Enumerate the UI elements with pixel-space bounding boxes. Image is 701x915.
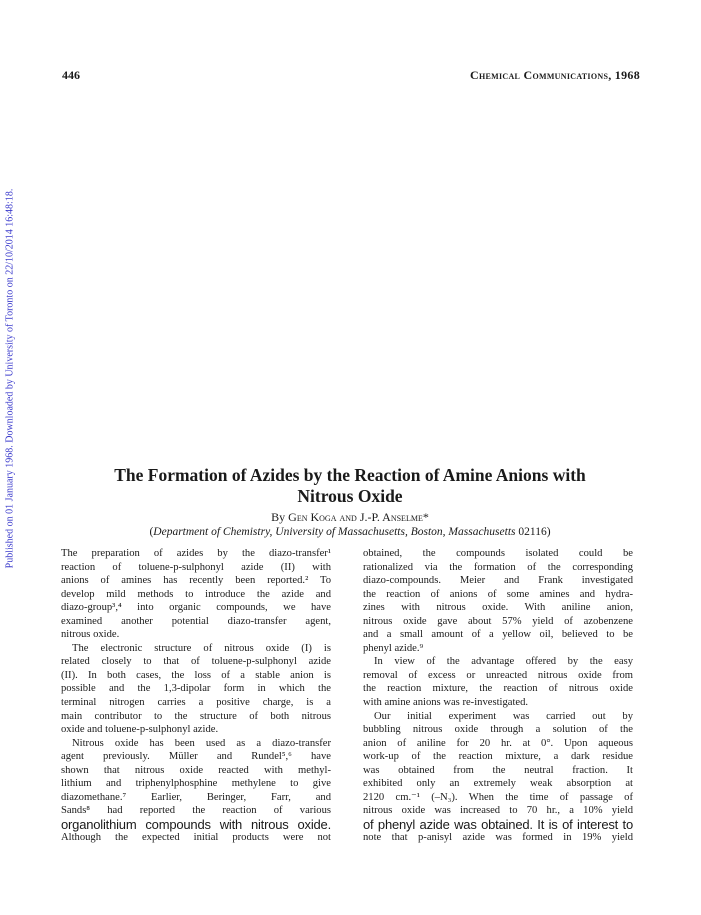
- page-number: 446: [62, 68, 80, 82]
- text-line: Our initial experiment was carried out by: [374, 710, 633, 722]
- affiliation-department: Department of Chemistry, University of Massachusetts, Boston, Massachusetts: [153, 526, 516, 538]
- text-line: anions of amines has recently been reported.² To: [61, 575, 331, 587]
- right-column: [363, 547, 633, 845]
- affiliation-open: (: [149, 526, 154, 538]
- text-line: The electronic structure of nitrous oxide (I) is: [72, 642, 331, 654]
- author-names: Gen Koga and J.-P. Anselme*: [288, 510, 429, 524]
- title-line-1: The Formation of Azides by the Reaction of Amine Anions with: [114, 465, 586, 485]
- journal-name: Chemical Communications, 1968: [470, 68, 640, 82]
- text-line: terminal nitrogen carries a positive charge, is a: [61, 697, 331, 709]
- text-line: diazo-group³,⁴ into organic compounds, we have: [61, 602, 331, 614]
- text-line: Nitrous oxide has been used as a diazo-transfer: [72, 737, 331, 749]
- text-line: 2120 cm.⁻¹ (–N₃). When the time of passage of: [363, 791, 633, 803]
- text-line: phenyl azide.⁹: [363, 642, 424, 654]
- affiliation-close: 02116): [515, 526, 551, 538]
- text-line: organolithium compounds with nitrous oxide.: [61, 816, 331, 832]
- text-line: and a small amount of a yellow oil, believed to be: [363, 629, 633, 641]
- text-line: anion of aniline for 20 hr. at 0°. Upon aqueous: [363, 737, 633, 749]
- running-head: [62, 68, 640, 84]
- left-column: [61, 547, 331, 845]
- download-watermark: [2, 160, 16, 600]
- byline: [60, 510, 640, 525]
- text-line: oxide and toluene-p-sulphonyl azide.: [61, 724, 219, 736]
- text-line: lithium and triphenylphosphine methylene to give: [61, 778, 331, 790]
- affiliation: [60, 526, 640, 538]
- text-line: (II). In both cases, the loss of a stable anion is: [61, 669, 331, 681]
- text-line: nitrous oxide.: [61, 629, 120, 641]
- text-line: of phenyl azide was obtained. It is of interest to: [363, 816, 633, 832]
- text-line: Although the expected initial products were not: [61, 832, 331, 844]
- text-line: note that p-anisyl azide was formed in 19% yield: [363, 832, 633, 844]
- article-title: [60, 465, 640, 507]
- text-line: related closely to that of toluene-p-sulphonyl azide: [61, 656, 331, 668]
- text-line: nitrous oxide was increased to 70 hr., a 10% yield: [363, 805, 633, 817]
- text-line: the reaction mixture, the reaction of nitrous oxide: [363, 683, 633, 695]
- download-note: Published on 01 January 1968. Downloaded by University of Toronto on 22/10/2014 16:48:18.: [4, 188, 16, 569]
- text-line: removal of excess or unreacted nitrous oxide from: [363, 669, 633, 681]
- text-line: was obtained from the neutral fraction. It: [363, 764, 633, 776]
- text-line: diazomethane.⁷ Earlier, Beringer, Farr, and: [61, 791, 331, 803]
- text-line: main contributor to the structure of both nitrous: [61, 710, 331, 722]
- text-line: Sands⁸ had reported the reaction of various: [61, 805, 331, 817]
- text-line: possible and the 1,3-dipolar form in which the: [61, 683, 331, 695]
- text-line: the reaction of anions of some amines and hydra-: [363, 588, 633, 600]
- text-line: In view of the advantage offered by the easy: [374, 656, 633, 668]
- text-line: diazo-compounds. Meier and Frank investigated: [363, 575, 633, 587]
- text-line: shown that nitrous oxide reacted with methyl-: [61, 764, 331, 776]
- text-line: agent previously. Müller and Rundel⁵,⁶ have: [61, 751, 331, 763]
- text-line: examined another potential diazo-transfer agent,: [61, 615, 331, 627]
- byline-prefix: By: [271, 510, 286, 524]
- text-line: reaction of toluene-p-sulphonyl azide (II) with: [61, 561, 331, 573]
- text-line: develop mild methods to introduce the azide and: [61, 588, 331, 600]
- text-line: bubbling nitrous oxide through a solution of the: [363, 724, 633, 736]
- text-line: with amine anions was re-investigated.: [363, 697, 529, 709]
- text-line: The preparation of azides by the diazo-transfer¹: [61, 548, 331, 559]
- text-line: rationalized via the formation of the corresponding: [363, 561, 633, 573]
- text-line: nitrous oxide gave about 57% yield of azobenzene: [363, 615, 633, 627]
- text-line: exhibited only an extremely weak absorption at: [363, 778, 633, 790]
- text-line: zines with nitrous oxide. With aniline anion,: [363, 602, 633, 614]
- text-line: obtained, the compounds isolated could be: [363, 548, 633, 559]
- text-line: work-up of the reaction mixture, a dark residue: [363, 751, 633, 763]
- title-line-2: Nitrous Oxide: [297, 486, 403, 506]
